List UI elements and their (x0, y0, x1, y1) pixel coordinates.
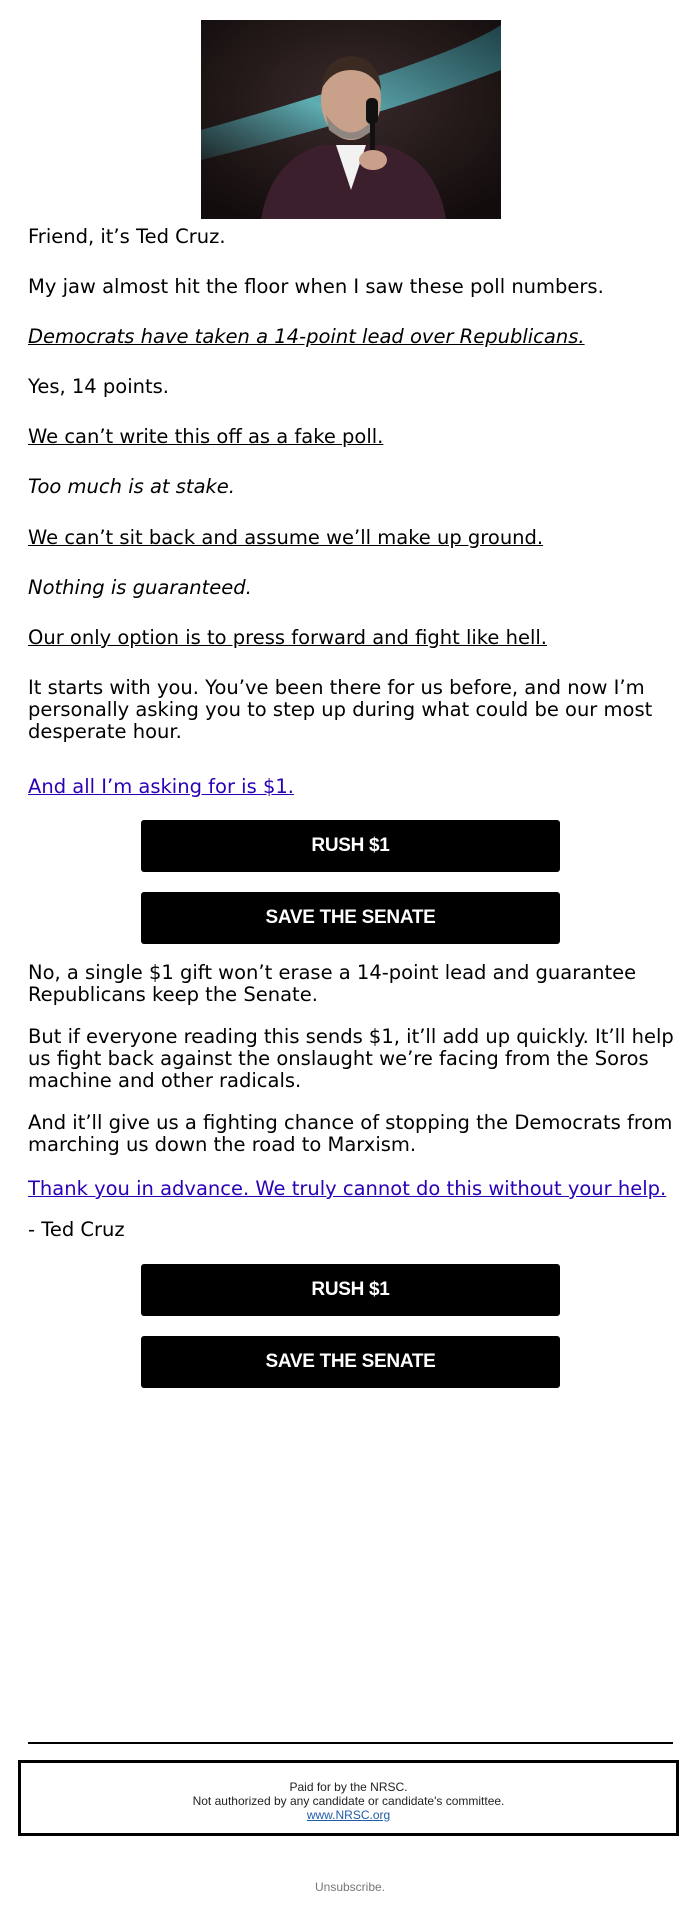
paragraph-italic: Too much is at stake. (28, 475, 236, 498)
save-the-senate-button[interactable]: SAVE THE SENATE (141, 892, 560, 944)
nrsc-site-link[interactable]: www.NRSC.org (306, 1808, 391, 1822)
paragraph: But if everyone reading this sends $1, it’ll add up quickly. It’ll help us fight back against the onslaught we’re facing from the Soros machine and other radicals. (28, 1025, 674, 1092)
rush-donate-button[interactable]: RUSH $1 (141, 820, 560, 872)
ask-link[interactable]: And all I’m asking for is $1. (28, 775, 294, 798)
unsubscribe-link[interactable]: Unsubscribe. (314, 1880, 386, 1894)
paragraph: My jaw almost hit the floor when I saw these poll numbers. (28, 275, 604, 298)
paragraph-underlined: We can’t sit back and assume we’ll make up ground. (28, 526, 544, 549)
paid-for-text: Paid for by the NRSC. (289, 1780, 408, 1794)
paragraph: No, a single $1 gift won’t erase a 14-point lead and guarantee Republicans keep the Senate. (28, 961, 637, 1006)
divider (28, 1742, 673, 1744)
save-the-senate-button[interactable]: SAVE THE SENATE (141, 1336, 560, 1388)
paragraph: And it’ll give us a fighting chance of stopping the Democrats from marching us down the road to Marxism. (28, 1111, 673, 1156)
paragraph-underlined: We can’t write this off as a fake poll. (28, 425, 384, 448)
paragraph: Yes, 14 points. (28, 375, 169, 398)
thanks-link[interactable]: Thank you in advance. We truly cannot do this without your help. (28, 1177, 667, 1200)
rush-donate-button[interactable]: RUSH $1 (141, 1264, 560, 1316)
signature: - Ted Cruz (28, 1218, 125, 1241)
disclaimer-box (18, 1760, 679, 1836)
not-authorized-text: Not authorized by any candidate or candidate's committee. (192, 1794, 505, 1808)
hero-photo (201, 20, 501, 219)
paragraph: It starts with you. You’ve been there for us before, and now I’m personally asking you to step up during what could be our most desperate hour. (28, 676, 653, 743)
paragraph-italic: Nothing is guaranteed. (28, 576, 252, 599)
paragraph-emphasis: Democrats have taken a 14-point lead over Republicans. (28, 325, 585, 348)
greeting: Friend, it’s Ted Cruz. (28, 225, 226, 248)
paragraph-underlined: Our only option is to press forward and fight like hell. (28, 626, 547, 649)
